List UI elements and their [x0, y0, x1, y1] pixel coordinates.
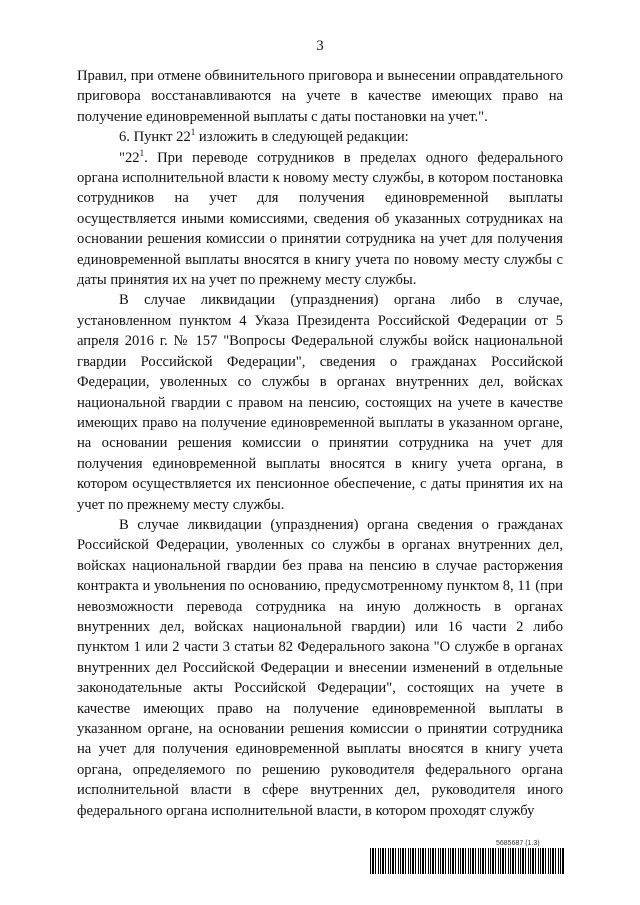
- paragraph-point-22-1: [77, 148, 563, 291]
- paragraph-continuation: Правил, при отмене обвинительного приговора и вынесении оправдательного приговора восстанавливаются на учете в качестве имеющих право на получение единовременной выплаты с даты постановки на учет.".: [77, 68, 563, 125]
- barcode-label: 5685687 (1.3): [496, 840, 540, 847]
- item-6-text-start: 6. Пункт 22: [119, 129, 191, 146]
- paragraph-liquidation-pension: В случае ликвидации (упразднения) органа либо в случае, установленном пунктом 4 Указа Президента Российской Федерации от 5 апреля 2016 г. № 157 "Вопросы Федеральной службы войск национальной гвардии Российской Федерации", сведения о гражданах Российской Федерации, уволенных со службы в органах внутренних дел, войсках национальной гвардии с правом на пенсию, состоящих на учете в качестве имеющих право на получение единовременной выплаты в указанном органе, на основании решения комиссии о принятии сотрудника на учет для получения единовременной выплаты вносятся в книгу учета органа, в котором осуществляется их пенсионное обеспечение, с даты принятия их на учет по прежнему месту службы.: [77, 292, 563, 513]
- paragraph-liquidation-no-pension: В случае ликвидации (упразднения) органа сведения о гражданах Российской Федерации, уволенных со службы в органах внутренних дел, войсках национальной гвардии без права на пенсию в случае расторжения контракта и увольнения по основанию, предусмотренному пунктом 8, 11 (при невозможности перевода сотрудника на иную должность в органах внутренних дел, войсках национальной гвардии) или 16 части 2 либо пунктом 1 или 2 части 3 статьи 82 Федерального закона "О службе в органах внутренних дел Российской Федерации и внесении изменений в отдельные законодательные акты Российской Федерации", состоящих на учете в качестве имеющих право на получение единовременной выплаты в указанном органе, на основании решения комиссии о принятии сотрудника на учет для получения единовременной выплаты вносятся в книгу учета органа, определяемого по решению руководителя федерального органа исполнительной власти в сфере внутренних дел, руководителя иного федерального органа исполнительной власти, в котором проходят службу: [77, 516, 563, 819]
- barcode-image: [370, 848, 564, 874]
- point-22-1-superscript: 1: [139, 147, 145, 158]
- point-22-1-text-start: "22: [119, 149, 140, 166]
- item-6-text-end: изложить в следующей редакции:: [195, 129, 409, 146]
- page-number: 3: [316, 38, 324, 54]
- point-22-1-text-end: . При переводе сотрудников в пределах одного федерального органа исполнительной власти к новому месту службы, в котором постановка сотрудников на учет для получения единовременной выплаты осуществляется иными комиссиями, сведения об указанных сотрудниках на основании решения комиссии о принятии сотрудника на учет для получения единовременной выплаты вносятся в книгу учета по новому месту службы с даты принятия их на учет по прежнему месту службы.: [77, 149, 563, 289]
- document-body: [77, 66, 563, 821]
- item-6-superscript: 1: [190, 127, 196, 138]
- paragraph-item-6: [77, 127, 563, 147]
